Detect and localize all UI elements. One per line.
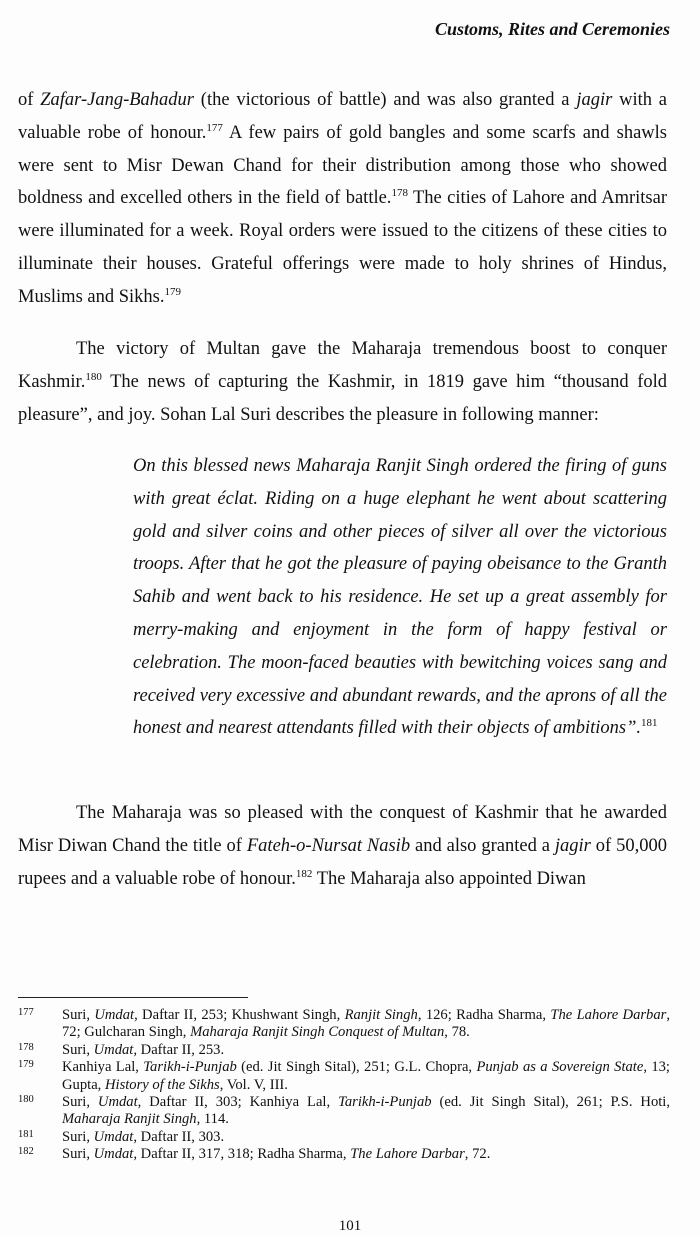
citation-text: Suri, bbox=[62, 1146, 94, 1163]
footnote-item bbox=[18, 1059, 670, 1094]
footnotes-list bbox=[18, 1007, 670, 1164]
citation-text: (ed. Jit Singh Sital), 261; P.S. Hoti, bbox=[431, 1094, 671, 1111]
citation-text: , 126; Radha Sharma, bbox=[417, 1007, 551, 1023]
footnote-ref[interactable]: 180 bbox=[85, 370, 102, 383]
footnote-divider bbox=[18, 997, 248, 998]
footnote-ref[interactable]: 179 bbox=[164, 285, 181, 298]
italic-term: jagir bbox=[576, 90, 613, 110]
text: The Maharaja also appointed Diwan bbox=[312, 868, 586, 889]
footnote-item bbox=[18, 1146, 670, 1163]
italic-term: jagir bbox=[554, 835, 591, 856]
citation-title: Umdat bbox=[97, 1094, 138, 1111]
citation-text: , 72; Gulcharan Singh, bbox=[62, 1007, 670, 1041]
citation-text: , 72. bbox=[464, 1146, 491, 1163]
citation-text: , Daftar II, 253. bbox=[133, 1041, 225, 1058]
italic-term: Zafar-Jang-Bahadur bbox=[40, 90, 194, 110]
footnote-number: 177 bbox=[18, 1007, 34, 1018]
footnote-item bbox=[18, 1007, 670, 1042]
citation-text: Suri, bbox=[62, 1094, 98, 1111]
citation-title: Tarikh-i-Punjab bbox=[143, 1059, 237, 1076]
text: The news of capturing the Kashmir, in 1819 gave him “thousand fold pleasure”, and joy. Sohan Lal Suri describes the pleasure in following manner: bbox=[18, 371, 667, 425]
paragraph-2 bbox=[18, 333, 667, 431]
citation-text: (ed. Jit Singh Sital), 251; G.L. Chopra, bbox=[236, 1059, 477, 1076]
citation-text: , Daftar II, 303. bbox=[133, 1128, 225, 1145]
citation-text: , 13; Gupta, bbox=[62, 1059, 670, 1093]
text: A few pairs of gold bangles and some scarfs and shawls were sent to Misr Dewan Chand for their distribution among those who showed boldness and excelled others in the field of battle. bbox=[18, 122, 667, 209]
footnote-ref[interactable]: 181 bbox=[641, 717, 658, 730]
text: and also granted a bbox=[410, 835, 555, 856]
running-head-title: Customs, Rites and Ceremonies bbox=[434, 19, 670, 39]
footnote-number: 180 bbox=[18, 1094, 34, 1106]
block-quote bbox=[133, 450, 667, 745]
paragraph-1 bbox=[18, 84, 667, 314]
text: with a valuable robe of honour. bbox=[18, 90, 667, 143]
citation-text: Suri, bbox=[62, 1007, 95, 1023]
paragraph-3 bbox=[18, 797, 667, 895]
footnote-ref[interactable]: 178 bbox=[391, 187, 408, 200]
footnote-item bbox=[18, 1042, 670, 1059]
page-number: 101 bbox=[338, 1218, 362, 1234]
footnote-number: 182 bbox=[18, 1146, 34, 1158]
footnote-ref[interactable]: 177 bbox=[206, 121, 223, 134]
citation-title: Maharaja Ranjit Singh bbox=[62, 1111, 197, 1128]
footnote-number: 181 bbox=[18, 1128, 34, 1140]
citation-text: , Daftar II, 253; Khushwant Singh, bbox=[134, 1007, 345, 1023]
text: The victory of Multan gave the Maharaja tremendous boost to conquer Kashmir. bbox=[18, 339, 667, 392]
footnote-item bbox=[18, 1094, 670, 1129]
citation-text: , Daftar II, 317, 318; Radha Sharma, bbox=[133, 1146, 351, 1163]
citation-text: , 78. bbox=[444, 1024, 470, 1041]
citation-text: Suri, bbox=[62, 1128, 94, 1145]
citation-title: Punjab as a Sovereign State bbox=[476, 1059, 644, 1076]
citation-title: History of the Sikhs bbox=[104, 1076, 220, 1093]
citation-title: The Lahore Darbar bbox=[550, 1007, 667, 1023]
footnote-ref[interactable]: 182 bbox=[295, 867, 313, 880]
citation-title: Tarikh-i-Punjab bbox=[338, 1094, 432, 1111]
footnote-number: 178 bbox=[18, 1041, 34, 1053]
citation-title: Umdat bbox=[93, 1146, 134, 1163]
citation-text: Kanhiya Lal, bbox=[62, 1059, 144, 1076]
citation-title: Umdat bbox=[93, 1041, 134, 1058]
footnote-number: 179 bbox=[18, 1059, 34, 1071]
text: The Maharaja was so pleased with the conquest of Kashmir that he awarded Misr Diwan Chand the title of bbox=[18, 803, 667, 856]
text: The cities of Lahore and Amritsar were illuminated for a week. Royal orders were issued to the citizens of these cities to illuminate their houses. Grateful offerings were made to holy shrines of Hindus, Muslims and Sikhs. bbox=[18, 188, 667, 307]
footnote-item bbox=[18, 1129, 670, 1146]
text: of bbox=[18, 90, 41, 110]
citation-text: , Daftar II, 303; Kanhiya Lal, bbox=[137, 1094, 339, 1111]
citation-title: The Lahore Darbar bbox=[350, 1146, 465, 1163]
italic-term: Fateh-o-Nursat Nasib bbox=[246, 835, 411, 856]
text: (the victorious of battle) and was also granted a bbox=[194, 90, 577, 110]
text: of 50,000 rupees and a valuable robe of honour. bbox=[18, 835, 667, 889]
citation-title: Maharaja Ranjit Singh Conquest of Multan bbox=[190, 1024, 445, 1041]
citation-text: , Vol. V, III. bbox=[219, 1076, 288, 1093]
citation-title: Ranjit Singh bbox=[344, 1007, 418, 1023]
citation-text: Suri, bbox=[62, 1041, 94, 1058]
quote-text: On this blessed news Maharaja Ranjit Singh ordered the firing of guns with great éclat. Riding on a huge elephant he went about scattering gold and silver coins and other pieces of silver all over the victorious troops. After that he got the pleasure of paying obeisance to the Granth Sahib and went back to his residence. He set up a great assembly for merry-making and enjoyment in the form of happy festival or celebration. The moon-faced beauties with bewitching voices sang and received very excessive and abundant rewards, and the aprons of all the honest and nearest attendants filled with their objects of ambitions”. bbox=[133, 456, 667, 739]
citation-text: , 114. bbox=[196, 1111, 229, 1128]
citation-title: Umdat bbox=[94, 1007, 135, 1023]
citation-title: Umdat bbox=[93, 1128, 134, 1145]
